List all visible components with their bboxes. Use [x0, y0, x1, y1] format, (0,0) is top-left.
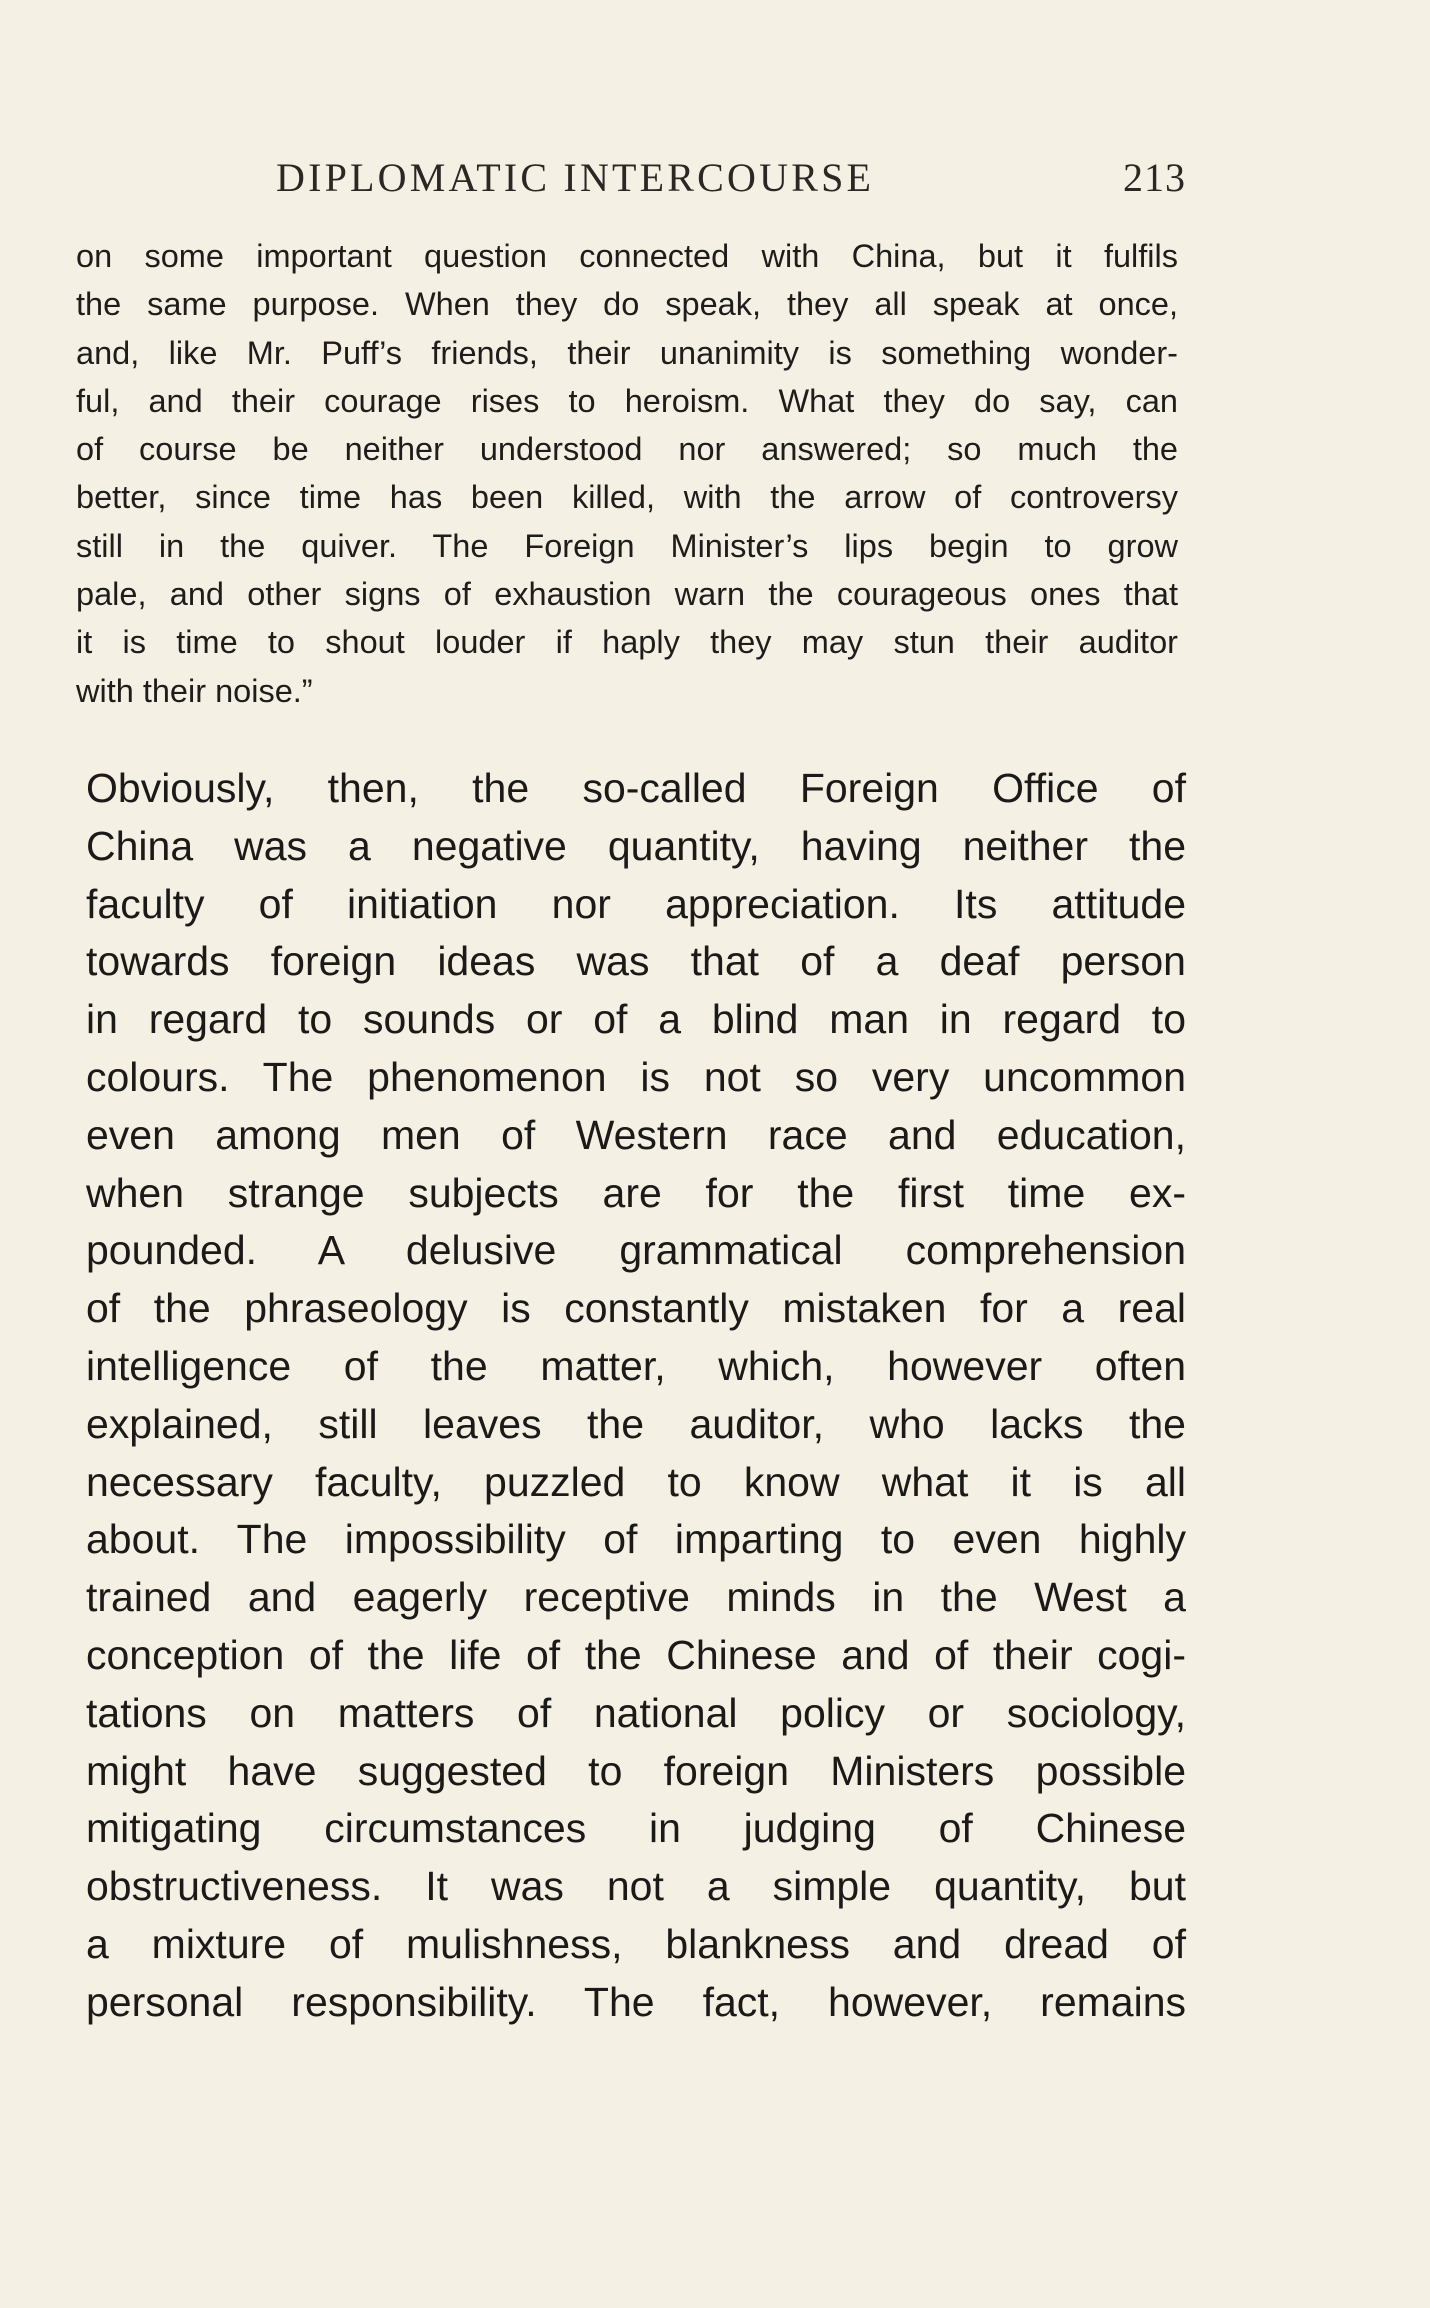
body-text — [86, 760, 1186, 2032]
body-line: conception of the life of the Chinese and of their cogi- — [86, 1631, 1186, 1678]
body-line: Obviously, then, the so-called Foreign Office of — [86, 765, 1186, 811]
body-line: of the phraseology is constantly mistaken for a real — [86, 1285, 1186, 1332]
body-line: personal responsibility. The fact, however, remains — [86, 1978, 1186, 2025]
quote-line: with their noise.” — [76, 672, 313, 709]
quote-line: ful, and their courage rises to heroism. What they do say, can — [76, 382, 1178, 419]
quote-line: better, since time has been killed, with the arrow of controversy — [76, 479, 1178, 516]
quote-line: the same purpose. When they do speak, they all speak at once, — [76, 286, 1178, 323]
page-header — [276, 152, 1186, 204]
body-line: necessary faculty, puzzled to know what it is all — [86, 1458, 1186, 1505]
running-head: DIPLOMATIC INTERCOURSE — [276, 155, 875, 200]
body-line: towards foreign ideas was that of a deaf person — [86, 938, 1186, 985]
quote-line: still in the quiver. The Foreign Minister’s lips begin to grow — [76, 527, 1178, 564]
body-line: when strange subjects are for the first time ex- — [86, 1169, 1186, 1216]
quote-paragraph — [76, 232, 1178, 715]
body-line: a mixture of mulishness, blankness and dread of — [86, 1920, 1186, 1967]
body-paragraph — [86, 760, 1186, 2032]
quote-line: of course be neither understood nor answered; so much the — [76, 431, 1178, 468]
quote-line: on some important question connected with China, but it fulfils — [76, 238, 1178, 274]
page-number: 213 — [1123, 155, 1186, 200]
body-line: China was a negative quantity, having neither the — [86, 822, 1186, 869]
quote-line: it is time to shout louder if haply they may stun their auditor — [76, 624, 1178, 661]
body-line: faculty of initiation nor appreciation. Its attitude — [86, 880, 1186, 927]
body-line: about. The impossibility of imparting to even highly — [86, 1516, 1186, 1563]
body-line: in regard to sounds or of a blind man in regard to — [86, 996, 1186, 1043]
body-line: mitigating circumstances in judging of Chinese — [86, 1805, 1186, 1852]
body-line: explained, still leaves the auditor, who lacks the — [86, 1400, 1186, 1447]
body-line: might have suggested to foreign Ministers possible — [86, 1747, 1186, 1794]
body-line: tations on matters of national policy or sociology, — [86, 1689, 1186, 1736]
quote-line: and, like Mr. Puff’s friends, their unanimity is something wonder- — [76, 334, 1178, 371]
body-line: obstructiveness. It was not a simple quantity, but — [86, 1863, 1186, 1910]
body-line: trained and eagerly receptive minds in the West a — [86, 1574, 1186, 1621]
body-line: intelligence of the matter, which, however often — [86, 1342, 1186, 1389]
body-line: even among men of Western race and education, — [86, 1111, 1186, 1158]
body-line: pounded. A delusive grammatical comprehension — [86, 1227, 1186, 1274]
body-line: colours. The phenomenon is not so very uncommon — [86, 1053, 1186, 1100]
quoted-passage — [76, 232, 1178, 715]
quote-line: pale, and other signs of exhaustion warn the courageous ones that — [76, 576, 1178, 613]
